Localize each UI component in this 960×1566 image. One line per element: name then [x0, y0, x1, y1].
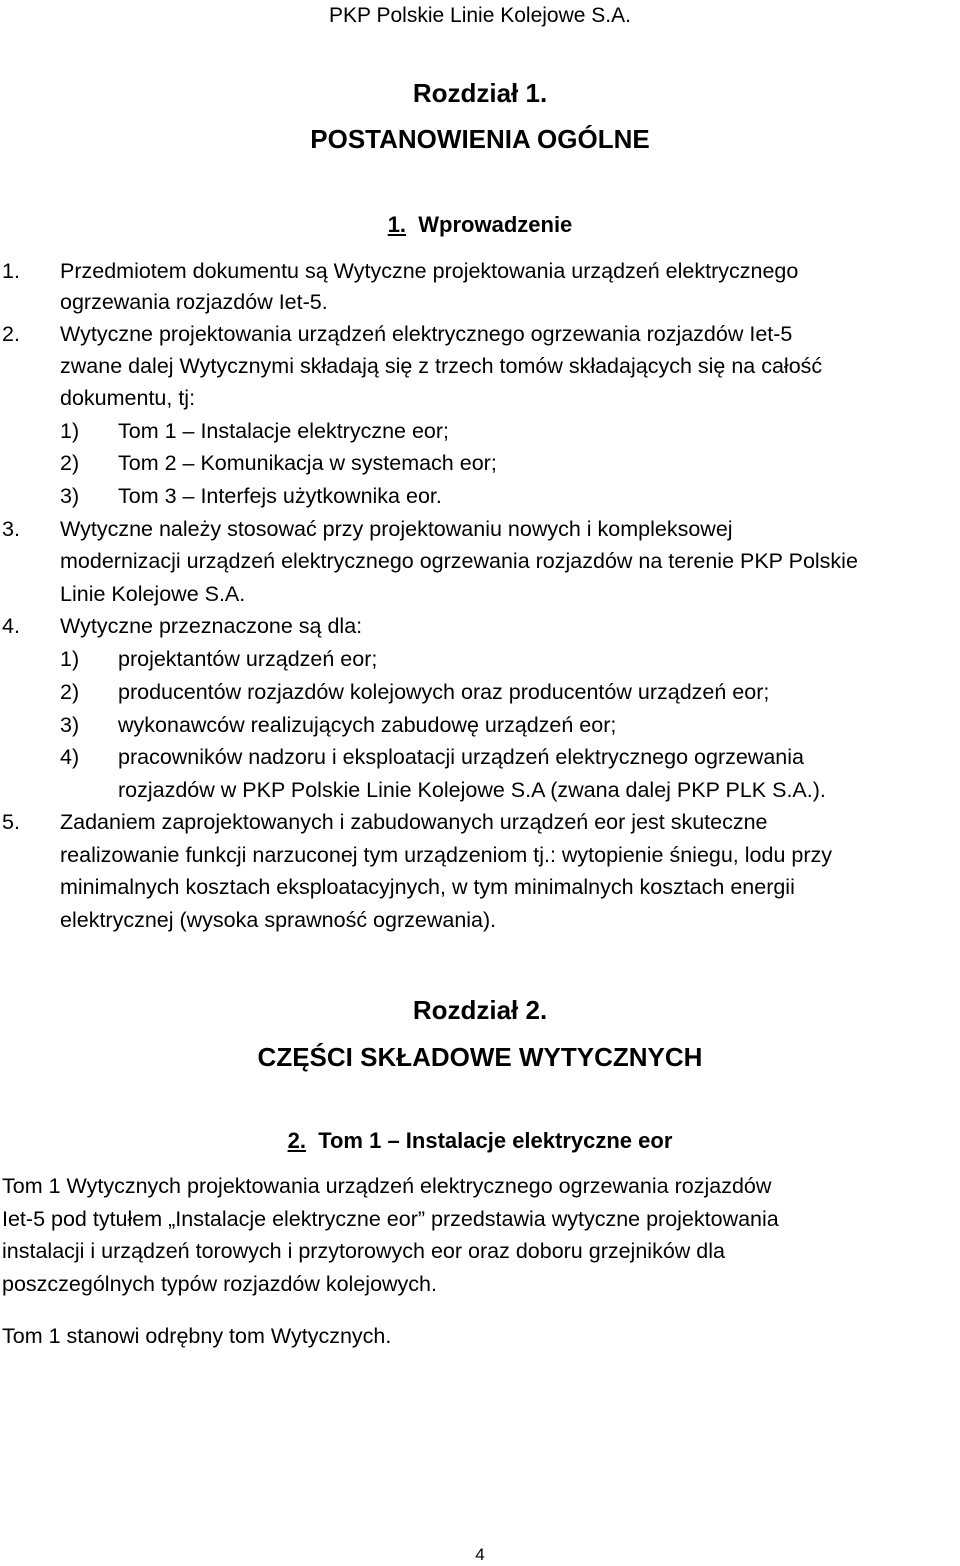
p2-item-2-text: Tom 2 – Komunikacja w systemach eor; [118, 451, 497, 475]
p4-line-1: Wytyczne przeznaczone są dla: [60, 614, 363, 638]
section-1-heading [0, 212, 960, 238]
p5-line-2: realizowanie funkcji narzuconej tym urządzeniom tj.: wytopienie śniegu, lodu przy [60, 843, 832, 867]
p2-item-1-number: 1) [60, 419, 80, 443]
chapter-2-subtitle: CZĘŚCI SKŁADOWE WYTYCZNYCH [257, 1042, 703, 1072]
p1-line-1: Przedmiotem dokumentu są Wytyczne projektowania urządzeń elektrycznego [60, 259, 799, 283]
p4-item-4-number: 4) [60, 745, 80, 769]
p4-item-3-number: 3) [60, 713, 80, 737]
s2-line-4: poszczególnych typów rozjazdów kolejowych. [2, 1272, 437, 1296]
section-1-number: 1. [387, 212, 407, 237]
p4-item-2-number: 2) [60, 680, 80, 704]
p2-item-3-text: Tom 3 – Interfejs użytkownika eor. [118, 484, 442, 508]
p5-line-1: Zadaniem zaprojektowanych i zabudowanych urządzeń eor jest skuteczne [60, 810, 768, 834]
p5-line-3: minimalnych kosztach eksploatacyjnych, w tym minimalnych kosztach energii [60, 875, 795, 899]
p3-number: 3. [2, 517, 20, 541]
p2-number: 2. [2, 322, 20, 346]
page-header: PKP Polskie Linie Kolejowe S.A. [329, 4, 631, 27]
section-1-title: Wprowadzenie [418, 212, 573, 237]
p1-line-2: ogrzewania rozjazdów Iet-5. [60, 290, 328, 314]
p3-line-1: Wytyczne należy stosować przy projektowaniu nowych i kompleksowej [60, 517, 733, 541]
section-2-heading [0, 1128, 960, 1154]
p4-item-1-number: 1) [60, 647, 80, 671]
p2-item-2-number: 2) [60, 451, 80, 475]
p4-item-4-text-2: rozjazdów w PKP Polskie Linie Kolejowe S.A (zwana dalej PKP PLK S.A.). [118, 778, 826, 802]
p2-line-1: Wytyczne projektowania urządzeń elektrycznego ogrzewania rozjazdów Iet-5 [60, 322, 793, 346]
p4-item-4-text: pracowników nadzoru i eksploatacji urządzeń elektrycznego ogrzewania [118, 745, 804, 769]
p2-line-3: dokumentu, tj: [60, 386, 196, 410]
chapter-1-subtitle: POSTANOWIENIA OGÓLNE [310, 124, 650, 154]
chapter-1-title: Rozdział 1. [412, 78, 548, 108]
s2-line-1: Tom 1 Wytycznych projektowania urządzeń elektrycznego ogrzewania rozjazdów [2, 1174, 772, 1198]
section-2-number: 2. [287, 1128, 306, 1153]
p1-number: 1. [2, 259, 20, 283]
p3-line-2: modernizacji urządzeń elektrycznego ogrzewania rozjazdów na terenie PKP Polskie [60, 549, 858, 573]
p2-item-3-number: 3) [60, 484, 80, 508]
p4-item-3-text: wykonawców realizujących zabudowę urządzeń eor; [118, 713, 617, 737]
p3-line-3: Linie Kolejowe S.A. [60, 582, 246, 606]
p4-number: 4. [2, 614, 20, 638]
p4-item-2-text: producentów rozjazdów kolejowych oraz producentów urządzeń eor; [118, 680, 770, 704]
p2-line-2: zwane dalej Wytycznymi składają się z trzech tomów składających się na całość [60, 354, 823, 378]
page-number: 4 [475, 1545, 485, 1564]
s2-line-3: instalacji i urządzeń torowych i przytorowych eor oraz doboru grzejników dla [2, 1239, 725, 1263]
chapter-2-title: Rozdział 2. [412, 995, 548, 1025]
p5-number: 5. [2, 810, 20, 834]
s2-line-2: Iet-5 pod tytułem „Instalacje elektryczne eor” przedstawia wytyczne projektowania [2, 1207, 779, 1231]
section-2-title: Tom 1 – Instalacje elektryczne eor [318, 1128, 673, 1153]
s2-line-5: Tom 1 stanowi odrębny tom Wytycznych. [2, 1324, 392, 1348]
p2-item-1-text: Tom 1 – Instalacje elektryczne eor; [118, 419, 450, 443]
p5-line-4: elektrycznej (wysoka sprawność ogrzewania). [60, 908, 497, 932]
p4-item-1-text: projektantów urządzeń eor; [118, 647, 378, 671]
